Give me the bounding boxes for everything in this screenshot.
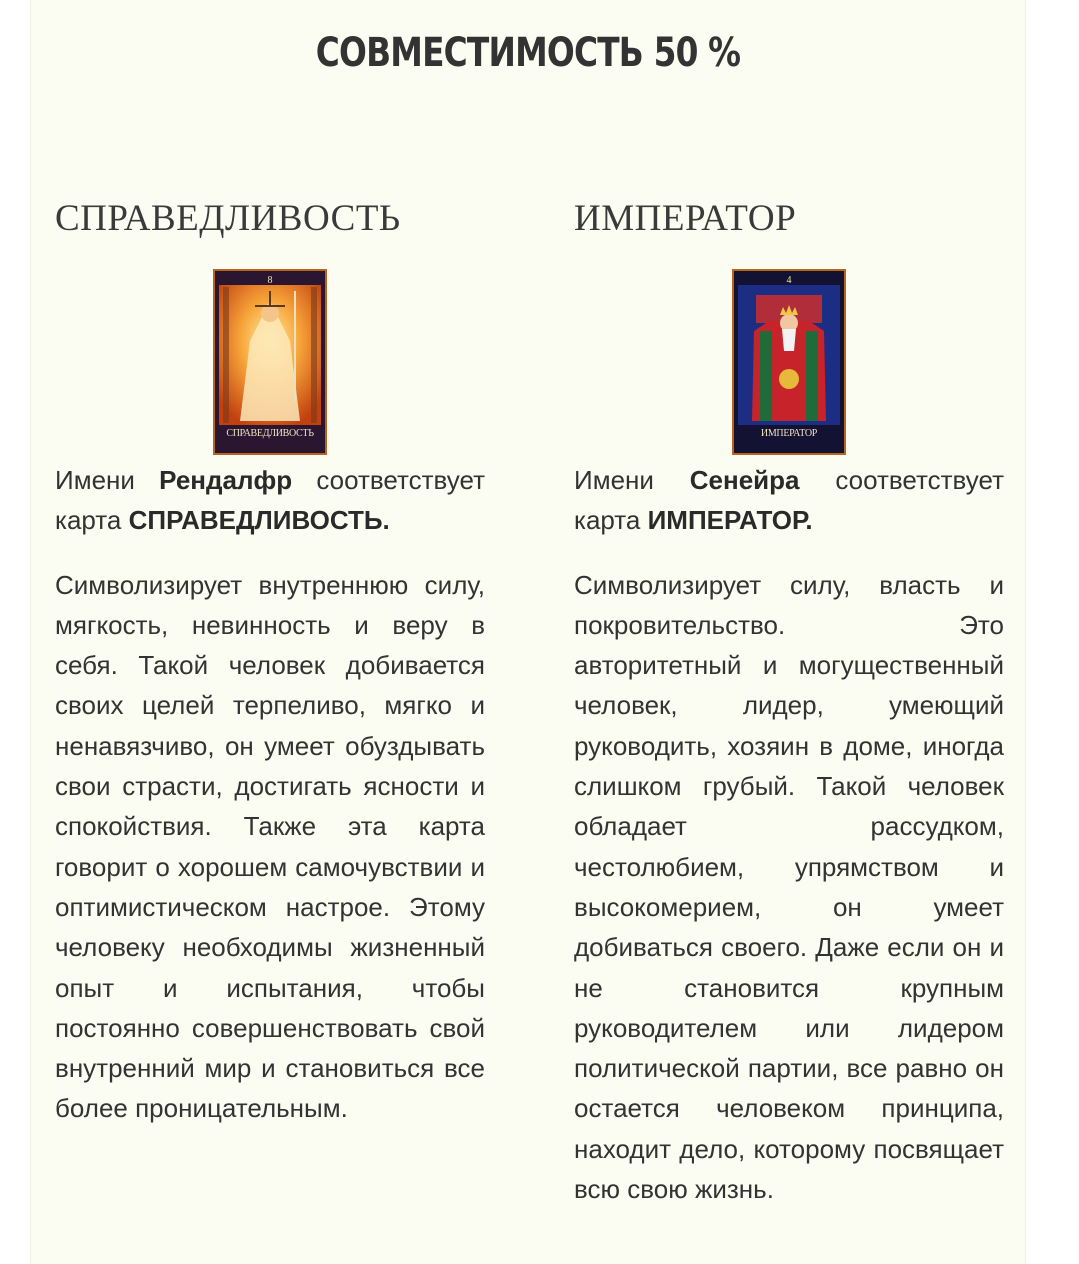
description-right: Символизирует силу, власть и покровительство. Это авторитетный и могущественный человек, лидер, умеющий руководить, хозяин в доме, иногда слишком грубый. Такой человек обладает рассудком, честолюбием, упрямством и высокомерием, он умеет добиваться своего. Даже если он и не становится крупным руководителем или лидером политической партии, все равно он остается человеком принципа, находит дело, которому посвящает всю свою жизнь. [574,569,1004,1205]
name-match-text-right: Имени Сенейра соответствует карта ИМПЕРАТОР. [574,465,1004,536]
tarot-card-justice-image[interactable] [213,269,327,455]
card-bold-left: СПРАВЕДЛИВОСТЬ. [128,505,390,536]
card-title-left: СПРАВЕДЛИВОСТЬ [55,198,401,239]
card-caption-left: СПРАВЕДЛИВОСТЬ [226,428,314,439]
tarot-card-emperor-image[interactable] [732,269,846,455]
card-title-right: ИМПЕРАТОР [574,198,797,239]
card-image-wrap-left [55,269,485,464]
card-caption-right: ИМПЕРАТОР [760,428,818,439]
name-left: Рендалфр [159,465,293,495]
card-image-wrap-right [574,269,1004,464]
card-bold-right: ИМПЕРАТОР. [647,505,813,536]
justice-card-art [215,271,325,453]
left-card-column [55,195,485,1129]
emperor-card-art [734,271,844,453]
compatibility-panel [30,0,1026,1264]
card-number-left: 8 [267,275,273,286]
description-left: Символизирует внутреннюю силу, мягкость, невинность и веру в себя. Такой человек добивается своих целей терпеливо, мягко и ненавязчиво, он умеет обуздывать свои страсти, достигать ясности и спокойствия. Также эта карта говорит о хорошем самочувствии и оптимистическом настрое. Этому человеку необходимы жизненный опыт и испытания, чтобы постоянно совершенствовать свой внутренний мир и становиться все более проницательным. [55,569,485,1124]
name-right: Сенейра [689,465,800,495]
card-number-right: 4 [786,275,792,286]
right-card-column [574,195,1004,1209]
page-title: СОВМЕСТИМОСТЬ 50 % [315,30,741,76]
name-match-text-left: Имени Рендалфр соответствует карта СПРАВЕДЛИВОСТЬ. [55,465,485,536]
